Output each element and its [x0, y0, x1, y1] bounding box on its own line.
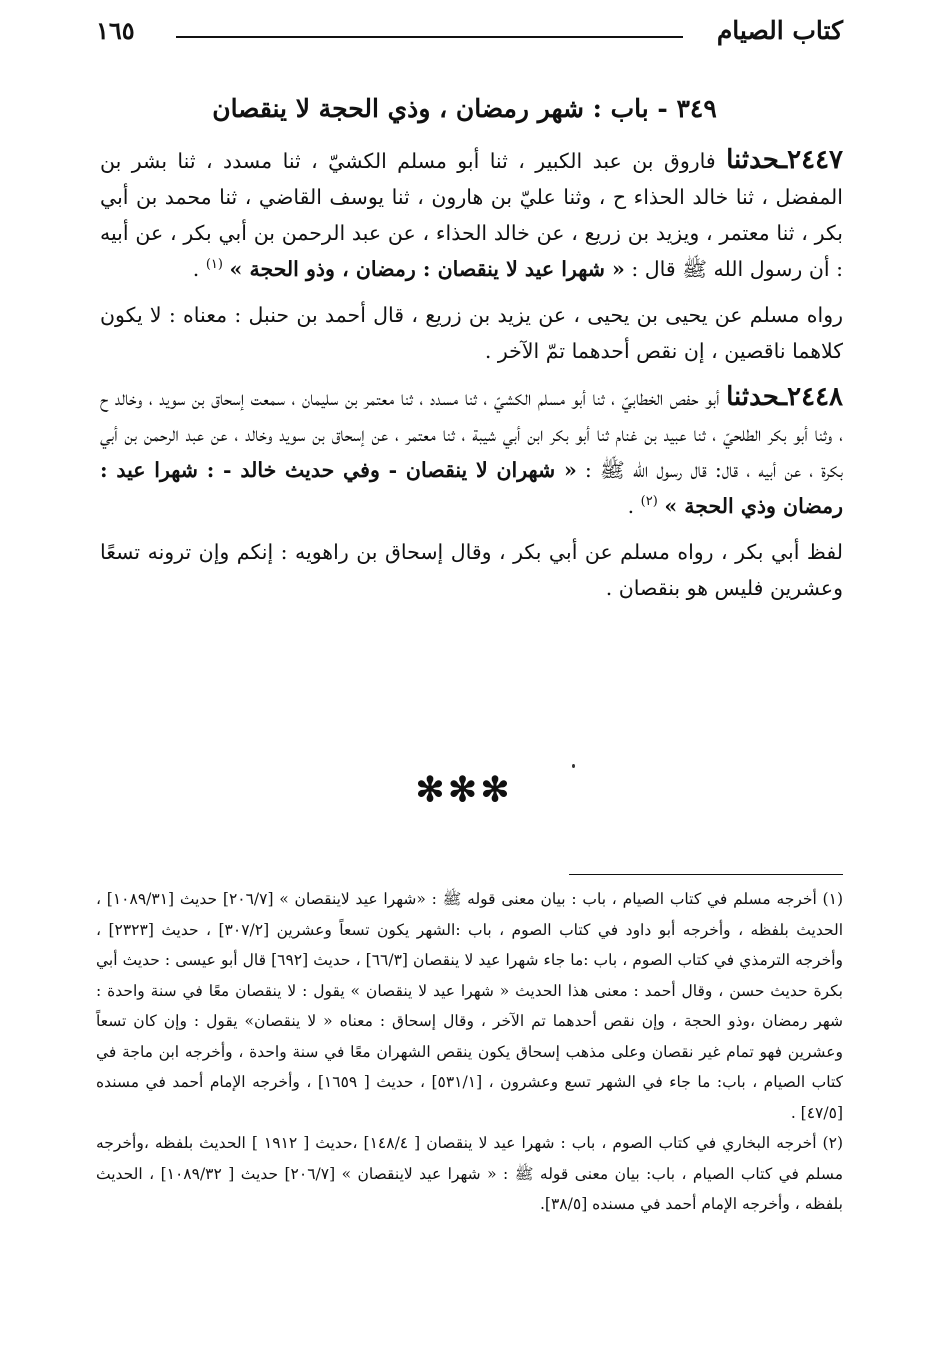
page-number: ١٦٥ [96, 16, 135, 45]
isnad-text: فاروق بن عبد الكبير ، ثنا أبو مسلم الكشيّ ، ثنا مسدد ، ثنا بشر بن المفضل ، ثنا خالد الحذاء ح ، وثنا عليّ بن هارون ، ثنا يوسف القاضي ، ثنا محمد بن أبي بكر ، ثنا معتمر ، ويزيد بن زريع ، عن خالد الحذاء ، عن عبد الرحمن بن أبي بكر ، عن أبيه : أن رسول الله ﷺ قال : [100, 149, 843, 281]
footnote-rule [569, 874, 843, 875]
footnote-1: (١) أخرجه مسلم في كتاب الصيام ، باب : بيان معنى قوله ﷺ : «شهرا عيد لاينقصان » [٢٠٦/٧] حديث [١٠٨٩/٣١] ، الحديث بلفظه ، وأخرجه أبو داود في كتاب الصوم ، باب :الشهر يكون تسعاً وعشرين [٣٠٧/٢] ، حديث [٢٣٢٣] ، وأخرجه الترمذي في كتاب الصوم ، باب :ما جاء شهرا عيد لا ينقصان [٦٦/٣] ، حديث [٦٩٢] قال أبو عيسى : حديث أبي بكرة حديث حسن ، وقال أحمد : معنى هذا الحديث « شهرا عيد لا ينقصان » يقول : لا ينقصان معًا في سنة واحدة : شهر رمضان ،وذو الحجة ، وإن نقص أحدهما تم الآخر ، وقال إسحاق : معناه « لا ينقصان» يقول : وإن كان تسعاً وعشرين فهو تمام غير نقصان وعلى مذهب إسحاق يكون ينقص الشهران معًا في سنة واحدة ، وأخرجه ابن ماجة في كتاب الصيام ، باب: ما جاء في الشهر تسع وعشرون ، [٥٣١/١] ، حديث [ ١٦٥٩] ، وأخرجه الإمام أحمد في مسنده [٤٧/٥] . [96, 890, 844, 1122]
hadith-number: ٢٤٤٨ [787, 382, 843, 412]
commentary-2447: رواه مسلم عن يحيى بن يحيى ، عن يزيد بن زريع ، قال أحمد بن حنبل : معناه : لا يكون كلاهما ناقصين ، إن نقص أحدهما تمّ الآخر . [100, 303, 843, 363]
running-header [96, 12, 843, 56]
hadith-2448 [100, 379, 843, 524]
hadith-number: ٢٤٤٧ [787, 145, 843, 175]
chapter-heading: ٣٤٩ - باب : شهر رمضان ، وذي الحجة لا ينقصان [212, 94, 717, 123]
footnote-ref: (١) [205, 257, 223, 273]
commentary-2448: لفظ أبي بكر ، رواه مسلم عن أبي بكر ، وقال إسحاق بن راهويه : إنكم وإن ترونه تسعًا وعشرين فليس هو بنقصان . [100, 540, 843, 600]
hadith-end: . [192, 257, 206, 281]
header-rule [176, 36, 683, 38]
haddathana-word: ـحدثنا [726, 145, 788, 175]
isnad-text: أبو حفص الخطابيّ ، ثنا أبو مسلم الكشيّ ، ثنا مسدد ، ثنا معتمر بن سليمان ، سمعت إسحاق بن سويد ، وخالد ح ، وثنا أبو بكر الطلحيّ ، ثنا عبيد بن غنام ثنا أبو بكر ابن أبي شيبة ، ثنا معتمر ، عن إسحاق بن سويد وخالد ، عن عبد الرحمن بن أبي بكرة ، عن أبيه ، قال: قال رسول الله ﷺ : [100, 386, 843, 482]
footnote-2: (٢) أخرجه البخاري في كتاب الصوم ، باب : شهرا عيد لا ينقصان [ ١٤٨/٤] ،حديث [ ١٩١٢ ] الحديث بلفظه ،وأخرجه مسلم في كتاب الصيام ، باب: بيان معنى قوله ﷺ : « شهرا عيد لاينقصان » [٢٠٦/٧] حديث [ ١٠٨٩/٣٢] ، الحديث بلفظه ، وأخرجه الإمام أحمد في مسنده [٣٨/٥]. [96, 1134, 843, 1213]
hadith-matn: « شهران لا ينقصان - وفي حديث خالد - : شهرا عيد : رمضان وذي الحجة » [100, 458, 843, 518]
hadith-matn: « شهرا عيد لا ينقصان : رمضان ، وذو الحجة » [229, 257, 625, 281]
book-title: كتاب الصيام [716, 16, 843, 45]
hadith-end: . [627, 494, 641, 518]
section-separator-stars: ✻✻✻ [415, 770, 514, 810]
footnotes [96, 884, 843, 1220]
footnote-ref: (٢) [640, 494, 658, 510]
ink-speck [572, 764, 575, 768]
haddathana-word: ـحدثنا [726, 382, 788, 412]
main-text [100, 142, 843, 616]
hadith-2447 [100, 142, 843, 287]
